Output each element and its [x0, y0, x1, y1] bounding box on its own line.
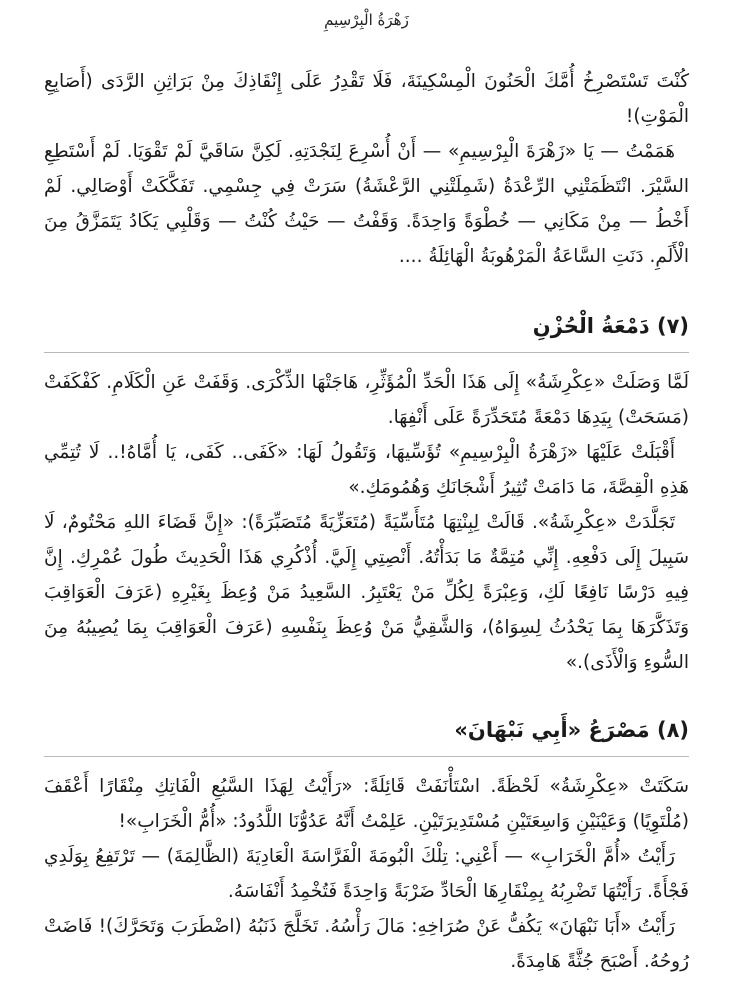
paragraph: تَجَلَّدَتْ «عِكْرِشَةُ». قَالَتْ لِبِنْتِهَا مُتَأَسِّيَةً (مُتَعَزِّيَةً مُتَصَبِّرَةً): «إِنَّ قَضَاءَ اللهِ مَحْتُومٌ، لَا سَبِيلَ إِلَى دَفْعِهِ. إِنِّي مُتِمَّةٌ مَا بَدَأْتُهُ. أَنْصِتِي إِلَيَّ. أُذْكُرِي هَذَا الْحَدِيثَ طُولَ عُمْرِكِ. إِنَّ فِيهِ دَرْسًا نَافِعًا لَكِ، وَعِبْرَةً لِكُلِّ مَنْ يَعْتَبِرُ. السَّعِيدُ مَنْ وُعِظَ بِغَيْرِهِ (عَرَفَ الْعَوَاقِبَ وَتَذَكَّرَهَا بِمَا يَحْدُثُ لِسِوَاهُ)، وَالشَّقِيُّ مَنْ وُعِظَ بِنَفْسِهِ (عَرَفَ الْعَوَاقِبَ بِمَا يُصِيبُهُ مِنَ السُّوءِ وَالْأَذَى).» — [44, 512, 689, 673]
section-8 — [44, 714, 689, 979]
paragraph: كُنْتَ تَسْتَصْرِخُ أُمَّكَ الْحَنُونَ الْمِسْكِينَةَ، فَلَا تَقْدِرُ عَلَى إِنْقَاذِكَ مِنْ بَرَاثِنِ الرَّدَى (أَصَابِعِ الْمَوْتِ)! — [44, 71, 689, 127]
paragraph: لَمَّا وَصَلَتْ «عِكْرِشَةُ» إِلَى هَذَا الْحَدِّ الْمُؤَثِّرِ، هَاجَتْهَا الذِّكْرَى. وَقَفَتْ عَنِ الْكَلَامِ. كَفْكَفَتْ (مَسَحَتْ) بِيَدِهَا دَمْعَةً مُتَحَدِّرَةً عَلَى أَنْفِهَا. — [44, 372, 689, 428]
section-title: (٨) مَصْرَعُ «أَبِي نَبْهَانَ» — [454, 718, 689, 742]
section-divider — [44, 756, 689, 757]
paragraph: رَأَيْتُ «أَبَا نَبْهَانَ» يَكُفُّ عَنْ صُرَاخِهِ: مَالَ رَأْسُهُ. تَخَلَّجَ ذَنَبُهُ (اضْطَرَبَ وَتَحَرَّكَ)! فَاضَتْ رُوحُهُ. أَصْبَحَ جُثَّةً هَامِدَةً. — [44, 916, 689, 972]
paragraph: أَقْبَلَتْ عَلَيْهَا «زَهْرَةُ الْبِرْسِيمِ» تُؤَسِّيهَا، وَتَقُولُ لَهَا: «كَفَى.. كَفَى، يَا أُمَّاهُ!.. لَا تُتِمِّي هَذِهِ الْقِصَّةَ، مَا دَامَتْ تُثِيرُ أَشْجَانَكِ وَهُمُومَكِ.» — [44, 442, 689, 498]
section-7 — [44, 310, 689, 680]
running-header: زَهْرَةُ الْبِرْسِيمِ — [324, 11, 409, 29]
intro-block — [44, 64, 689, 274]
section-divider — [44, 352, 689, 353]
paragraph: هَمَمْتُ — يَا «زَهْرَةَ الْبِرْسِيمِ» — أَنْ أُسْرِعَ لِنَجْدَتِهِ. لَكِنَّ سَاقَيَّ لَمْ تَقْوَيَا. لَمْ أَسْتَطِعِ السَّيْرَ. انْتَظَمَتْنِي الرِّعْدَةُ (شَمِلَتْنِي الرَّعْشَةُ) سَرَتْ فِي جِسْمِي. تَفَكَّكَتْ أَوْصَالِي. لَمْ أَخْطُ — مِنْ مَكَانِي — خُطْوَةً وَاحِدَةً. وَقَفْتُ — حَيْثُ كُنْتُ — وَقَلْبِي يَكَادُ يَتَمَزَّقُ مِنَ الْأَلَمِ. دَنَتِ السَّاعَةُ الْمَرْهُوبَةُ الْهَائِلَةُ .... — [44, 141, 689, 267]
paragraph: سَكَتَتْ «عِكْرِشَةُ» لَحْظَةً. اسْتَأْنَفَتْ قَائِلَةً: «رَأَيْتُ لِهَذَا السَّبُعِ الْفَاتِكِ مِنْقَارًا أَعْقَفَ (مُلْتَوِيًا) وَعَيْنَيْنِ وَاسِعَتَيْنِ مُسْتَدِيرَتَيْنِ. عَلِمْتُ أَنَّهُ عَدُوُّنَا اللَّدُودُ: «أُمُّ الْخَرَابِ»! — [44, 776, 689, 832]
section-title: (٧) دَمْعَةُ الْحُزْنِ — [532, 314, 689, 338]
paragraph: رَأَيْتُ «أُمَّ الْخَرَابِ» — أَعْنِي: تِلْكَ الْبُومَةَ الْفَرَّاسَةَ الْعَادِيَةَ (الظَّالِمَةَ) — تَرْتَفِعُ بِوَلَدِي فَجْأَةً. رَأَيْتُهَا تَضْرِبُهُ بِمِنْقَارِهَا الْحَادِّ ضَرْبَةً وَاحِدَةً فَتُخْمِدُ أَنْفَاسَهُ. — [44, 846, 689, 902]
